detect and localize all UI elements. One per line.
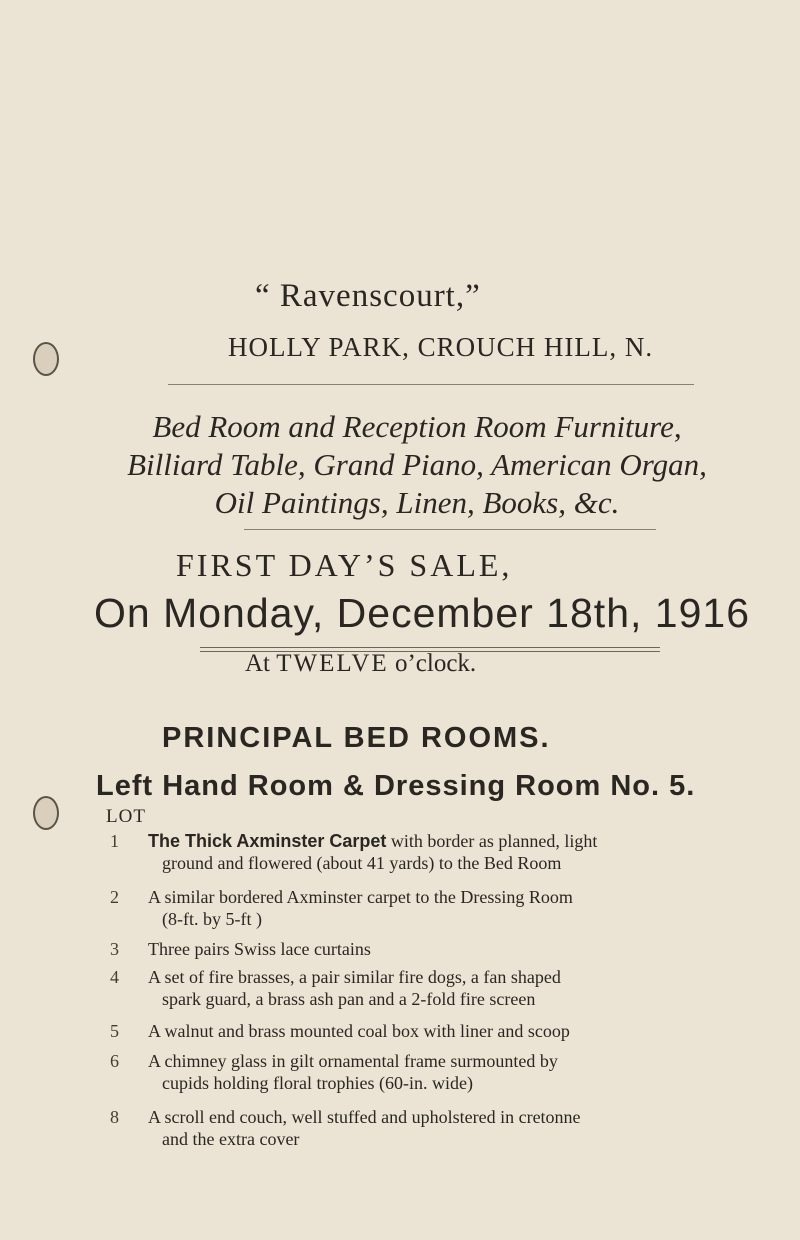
sale-time-prefix: At: [245, 650, 270, 677]
lot-description-continued: and the extra cover: [162, 1129, 300, 1149]
lot-lead-text: The Thick Axminster Carpet: [148, 831, 387, 851]
double-divider: [200, 647, 660, 652]
binding-hole: [33, 796, 59, 830]
lot-item: [110, 830, 720, 874]
divider: [168, 384, 694, 385]
sale-time: [245, 650, 476, 678]
sale-time-hour: TWELVE: [276, 650, 389, 677]
lot-description-continued: (8-ft. by 5-ft ): [162, 909, 262, 929]
lot-item: [110, 1106, 720, 1150]
lot-description: A scroll end couch, well stuffed and upholstered in cretonne: [148, 1107, 581, 1127]
binding-hole: [33, 342, 59, 376]
lot-item: [110, 1050, 720, 1094]
lot-number: 5: [110, 1021, 119, 1041]
lot-number: 2: [110, 887, 119, 907]
divider: [244, 529, 656, 530]
property-title: “ Ravenscourt,”: [255, 278, 481, 314]
lot-column-label: LOT: [106, 806, 146, 827]
lot-item: [110, 1020, 720, 1042]
lot-number: 4: [110, 967, 119, 987]
lot-description: A set of fire brasses, a pair similar fire dogs, a fan shaped: [148, 967, 561, 987]
room-heading: Left Hand Room & Dressing Room No. 5.: [96, 770, 696, 802]
lot-description: A similar bordered Axminster carpet to the Dressing Room: [148, 887, 573, 907]
lot-number: 8: [110, 1107, 119, 1127]
lot-item: [110, 886, 720, 930]
lot-description: with border as planned, light: [386, 831, 598, 851]
lot-item: [110, 966, 720, 1010]
sale-label: FIRST DAY’S SALE,: [176, 547, 513, 583]
lot-number: 1: [110, 831, 119, 851]
lot-number: 3: [110, 939, 119, 959]
lot-number: 6: [110, 1051, 119, 1071]
sale-date: On Monday, December 18th, 1916: [94, 590, 750, 636]
lot-description-continued: cupids holding floral trophies (60-in. wide): [162, 1073, 473, 1093]
sale-contents: Bed Room and Reception Room Furniture, Billiard Table, Grand Piano, American Organ, Oil Paintings, Linen, Books, &c.: [127, 409, 707, 520]
section-heading: PRINCIPAL BED ROOMS.: [162, 722, 551, 754]
lot-description-continued: spark guard, a brass ash pan and a 2-fold fire screen: [162, 989, 536, 1009]
lot-description: A chimney glass in gilt ornamental frame surmounted by: [148, 1051, 558, 1071]
property-address: HOLLY PARK, CROUCH HILL, N.: [228, 332, 654, 362]
lot-description-continued: ground and flowered (about 41 yards) to the Bed Room: [162, 853, 562, 873]
lot-description: Three pairs Swiss lace curtains: [148, 939, 371, 959]
sale-time-suffix: o’clock.: [394, 650, 477, 677]
lot-item: [110, 938, 720, 960]
lot-description: A walnut and brass mounted coal box with liner and scoop: [148, 1021, 570, 1041]
